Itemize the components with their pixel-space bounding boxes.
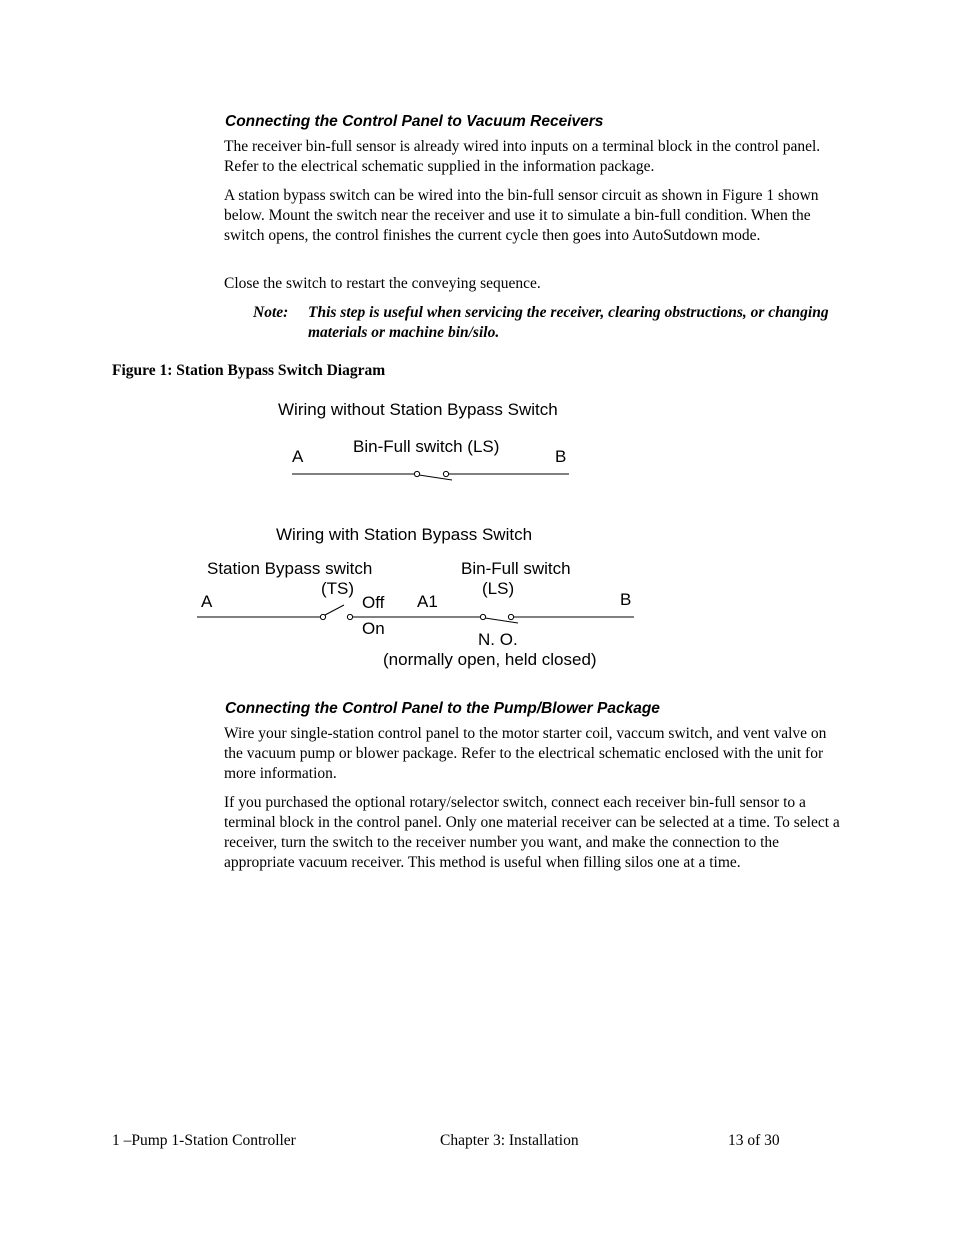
diagram2-terminal-b: B xyxy=(620,590,632,609)
diagram1-title: Wiring without Station Bypass Switch xyxy=(278,400,558,419)
section-heading-pump-blower: Connecting the Control Panel to the Pump/Blower Package xyxy=(225,700,660,717)
binfull-switch-symbol xyxy=(480,614,634,623)
bypass-switch-code: (TS) xyxy=(321,579,355,598)
paragraph: Close the switch to restart the conveying sequence. xyxy=(224,275,541,292)
binfull-switch-code: (LS) xyxy=(482,579,515,598)
footer-chapter: Chapter 3: Installation xyxy=(440,1132,579,1149)
diagram2-terminal-a: A xyxy=(201,592,213,611)
bypass-switch-label: Station Bypass switch xyxy=(207,559,373,578)
note-text: This step is useful when servicing the receiver, clearing obstructions, or changing materials or machine bin/silo. xyxy=(308,304,829,341)
paragraph: Wire your single-station control panel to the motor starter coil, vaccum switch, and vent valve on the vacuum pump or blower package. Refer to the electrical schematic enclosed with the unit for more information. xyxy=(224,725,827,782)
diagram2-title: Wiring with Station Bypass Switch xyxy=(276,525,533,544)
diagram1-switch-label: Bin-Full switch (LS) xyxy=(353,437,500,456)
normally-open-note: (normally open, held closed) xyxy=(383,650,597,669)
paragraph: A station bypass switch can be wired into the bin-full sensor circuit as shown in Figure 1 shown below. Mount the switch near the receiver and use it to simulate a bin-full condition. When the switch opens, the control finishes the current cycle then goes into AutoSutdown mode. xyxy=(224,187,819,244)
paragraph: The receiver bin-full sensor is already wired into inputs on a terminal block in the control panel. Refer to the electrical schematic supplied in the information package. xyxy=(224,138,821,175)
diagram2-terminal-a1: A1 xyxy=(417,592,438,611)
section-heading-vacuum-receivers: Connecting the Control Panel to Vacuum Receivers xyxy=(225,113,604,130)
figure-caption: Figure 1: Station Bypass Switch Diagram xyxy=(112,362,386,379)
normally-open-label: N. O. xyxy=(478,630,518,649)
footer-document-title: 1 –Pump 1-Station Controller xyxy=(112,1132,296,1149)
on-label: On xyxy=(362,619,385,638)
diagram1-terminal-a: A xyxy=(292,447,304,466)
off-label: Off xyxy=(362,593,385,612)
note-label: Note: xyxy=(253,304,289,321)
footer-page-number: 13 of 30 xyxy=(728,1132,780,1149)
binfull-switch-label: Bin-Full switch xyxy=(461,559,571,578)
paragraph: If you purchased the optional rotary/selector switch, connect each receiver bin-full sensor to a terminal block in the control panel. Only one material receiver can be selected at a time. To select a receiver, turn the switch to the receiver number you want, and make the connection to the appropriate vacuum receiver. This method is useful when filling silos one at a time. xyxy=(224,794,840,871)
diagram1-wire xyxy=(292,471,569,480)
diagram1-terminal-b: B xyxy=(555,447,567,466)
